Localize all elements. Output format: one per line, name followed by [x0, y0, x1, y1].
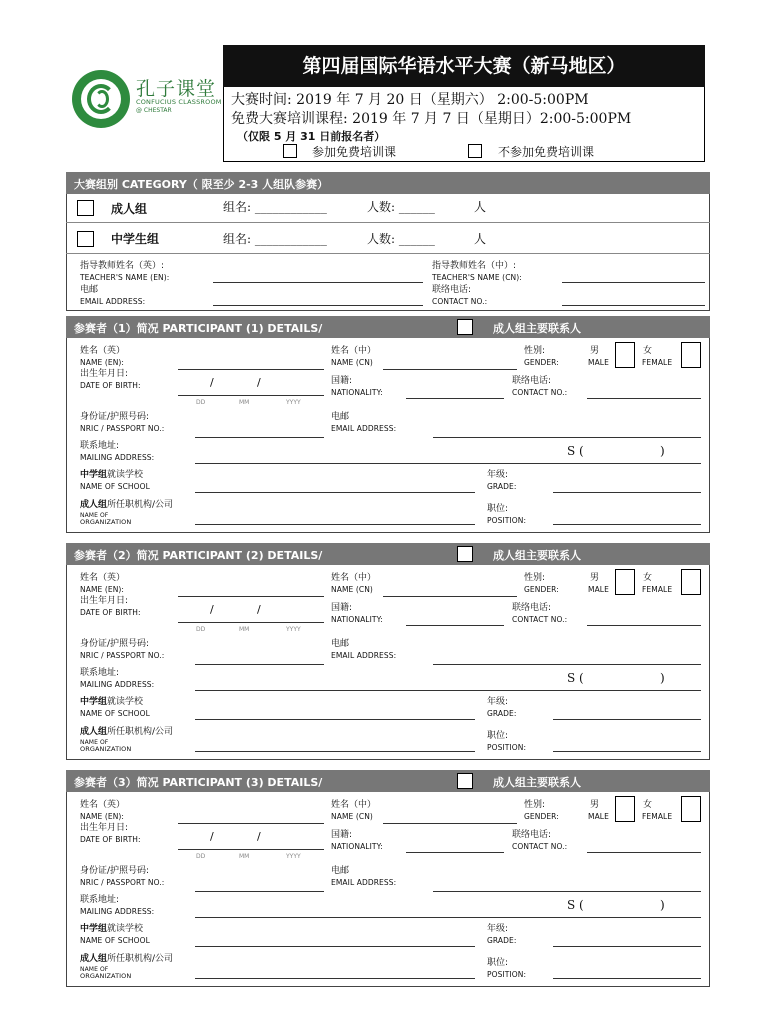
school-field[interactable]	[195, 492, 475, 493]
position-label-en: POSITION:	[487, 516, 527, 525]
school-label	[80, 697, 143, 707]
name-cn-label-en: NAME (CN)	[331, 358, 373, 367]
position-label: 职位:	[487, 958, 509, 968]
dob-slash: /	[257, 830, 261, 843]
name-en-field[interactable]	[178, 369, 324, 370]
grade-label: 年级:	[487, 697, 509, 707]
form-title: 第四届国际华语水平大赛（新马地区）	[223, 45, 705, 87]
nationality-label-en: NATIONALITY:	[331, 615, 383, 624]
member-unit: 人	[474, 232, 487, 246]
grade-label: 年级:	[487, 924, 509, 934]
org-label-bold: 成人组	[80, 727, 108, 737]
grade-label-en: GRADE:	[487, 936, 517, 945]
org-label	[80, 954, 173, 964]
org-label-en1: NAME OF	[80, 966, 109, 973]
main-contact-checkbox[interactable]	[457, 546, 473, 562]
gender-label: 性别:	[524, 800, 546, 810]
divider	[66, 222, 710, 223]
name-en-label: 姓名（英）	[80, 573, 126, 583]
logo-text-cn: 孔子课堂	[136, 78, 217, 100]
teacher-name-en-label: 指导教师姓名（英）:	[80, 261, 165, 271]
school-label-en: NAME OF SCHOOL	[80, 482, 150, 491]
org-label-text: 所任职机构/公司	[107, 727, 174, 737]
male-checkbox[interactable]	[615, 796, 635, 822]
nric-label-en: NRIC / PASSPORT NO.:	[80, 878, 165, 887]
nric-label-en: NRIC / PASSPORT NO.:	[80, 651, 165, 660]
teacher-name-cn-label: 指导教师姓名（中）:	[432, 261, 517, 271]
address-label: 联系地址:	[80, 668, 120, 678]
name-en-label: 姓名（英）	[80, 800, 126, 810]
dob-mm-hint: MM	[239, 399, 250, 406]
position-label: 职位:	[487, 731, 509, 741]
org-label-bold: 成人组	[80, 954, 108, 964]
org-label-text: 所任职机构/公司	[107, 500, 174, 510]
teacher-name-cn-label-en: TEACHER'S NAME (CN):	[432, 273, 522, 282]
school-label-bold: 中学组	[80, 924, 108, 934]
female-checkbox[interactable]	[681, 342, 701, 368]
dob-field[interactable]	[178, 849, 324, 850]
dob-slash: /	[210, 830, 214, 843]
contact-label-en: CONTACT NO.:	[512, 388, 568, 397]
school-label	[80, 924, 143, 934]
school-label-bold: 中学组	[80, 470, 108, 480]
main-contact-label: 成人组主要联系人	[493, 322, 581, 335]
dob-label: 出生年月日:	[80, 596, 129, 606]
contact-label: 联络电话:	[512, 830, 552, 840]
org-label-en1: NAME OF	[80, 512, 109, 519]
male-label-en: MALE	[588, 585, 609, 594]
email-label: 电邮	[331, 639, 350, 649]
name-en-label-en: NAME (EN):	[80, 812, 125, 821]
student-group-checkbox[interactable]	[77, 231, 94, 247]
training-note: （仅限 5 月 31 日前报名者）	[237, 130, 386, 143]
female-label: 女	[643, 573, 653, 583]
org-field[interactable]	[195, 524, 475, 525]
dob-slash: /	[210, 603, 214, 616]
email-label-en: EMAIL ADDRESS:	[331, 651, 397, 660]
postcode-field[interactable]: S ( )	[567, 444, 665, 458]
gender-label-en: GENDER:	[524, 358, 559, 367]
dob-yyyy-hint: YYYY	[286, 399, 301, 406]
dob-mm-hint: MM	[239, 853, 250, 860]
school-label-bold: 中学组	[80, 697, 108, 707]
teacher-contact-field[interactable]	[562, 305, 705, 306]
email-field[interactable]	[433, 437, 701, 438]
female-label-en: FEMALE	[642, 812, 673, 821]
dob-label-en: DATE OF BIRTH:	[80, 608, 141, 617]
org-label-en2: ORGANIZATION	[80, 972, 132, 980]
email-label: 电邮	[331, 866, 350, 876]
org-field[interactable]	[195, 978, 475, 979]
join-training-checkbox[interactable]	[283, 144, 297, 158]
position-field[interactable]	[553, 524, 701, 525]
contact-label-en: CONTACT NO.:	[512, 615, 568, 624]
name-cn-field[interactable]	[383, 823, 517, 824]
nationality-label-en: NATIONALITY:	[331, 388, 383, 397]
org-label-en1: NAME OF	[80, 739, 109, 746]
school-label-text: 就读学校	[107, 697, 144, 707]
dob-mm-hint: MM	[239, 626, 250, 633]
member-count-field[interactable]: 人数: ______	[367, 200, 435, 214]
group-name-field[interactable]: 组名: ____________	[223, 200, 327, 214]
main-contact-checkbox[interactable]	[457, 319, 473, 335]
teacher-email-label-en: EMAIL ADDRESS:	[80, 297, 146, 306]
position-label-en: POSITION:	[487, 743, 527, 752]
grade-field[interactable]	[553, 492, 701, 493]
address-field[interactable]	[195, 690, 701, 691]
female-label-en: FEMALE	[642, 585, 673, 594]
nric-label: 身份证/护照号码:	[80, 412, 150, 422]
position-field[interactable]	[553, 978, 701, 979]
logo-text-sub: @ CHESTAR	[136, 107, 172, 114]
contact-field[interactable]	[587, 852, 701, 853]
participant-bar-label: 参赛者（2）简况 PARTICIPANT (2) DETAILS/	[74, 549, 323, 562]
name-en-field[interactable]	[178, 596, 324, 597]
school-field[interactable]	[195, 719, 475, 720]
school-field[interactable]	[195, 946, 475, 947]
grade-field[interactable]	[553, 719, 701, 720]
name-en-label-en: NAME (EN):	[80, 358, 125, 367]
nric-label-en: NRIC / PASSPORT NO.:	[80, 424, 165, 433]
email-label-en: EMAIL ADDRESS:	[331, 424, 397, 433]
divider	[66, 253, 710, 254]
name-en-label-en: NAME (EN):	[80, 585, 125, 594]
category-bar	[66, 172, 710, 194]
dob-field[interactable]	[178, 395, 324, 396]
nric-field[interactable]	[195, 891, 324, 892]
address-label-en: MAILING ADDRESS:	[80, 680, 155, 689]
postcode-field[interactable]: S ( )	[567, 671, 665, 685]
dob-label: 出生年月日:	[80, 823, 129, 833]
contact-label-en: CONTACT NO.:	[512, 842, 568, 851]
gender-label: 性别:	[524, 573, 546, 583]
nric-field[interactable]	[195, 664, 324, 665]
org-label-bold: 成人组	[80, 500, 108, 510]
teacher-name-en-field[interactable]	[213, 282, 423, 283]
school-label-text: 就读学校	[107, 924, 144, 934]
name-en-field[interactable]	[178, 823, 324, 824]
dob-label-en: DATE OF BIRTH:	[80, 381, 141, 390]
main-contact-label: 成人组主要联系人	[493, 549, 581, 562]
category-bar-label: 大赛组别 CATEGORY（ 限至少 2-3 人组队参赛）	[74, 178, 329, 191]
logo-text-en: CONFUCIUS CLASSROOM	[136, 98, 222, 106]
contact-field[interactable]	[587, 398, 701, 399]
female-label: 女	[643, 346, 653, 356]
position-field[interactable]	[553, 751, 701, 752]
female-checkbox[interactable]	[681, 796, 701, 822]
dob-field[interactable]	[178, 622, 324, 623]
name-cn-label: 姓名（中）	[331, 800, 377, 810]
main-contact-label: 成人组主要联系人	[493, 776, 581, 789]
name-en-label: 姓名（英）	[80, 346, 126, 356]
contact-label: 联络电话:	[512, 603, 552, 613]
nationality-field[interactable]	[406, 398, 504, 399]
teacher-contact-label-en: CONTACT NO.:	[432, 297, 488, 306]
group-name-field[interactable]: 组名: ____________	[223, 232, 327, 246]
male-label: 男	[590, 800, 600, 810]
skip-training-checkbox[interactable]	[468, 144, 482, 158]
email-label: 电邮	[331, 412, 350, 422]
participant-bar	[66, 770, 710, 792]
grade-label-en: GRADE:	[487, 482, 517, 491]
nric-label: 身份证/护照号码:	[80, 866, 150, 876]
competition-date: 大赛时间: 2019 年 7 月 20 日（星期六） 2:00-5:00PM	[231, 92, 589, 108]
member-count-field[interactable]: 人数: ______	[367, 232, 435, 246]
address-label-en: MAILING ADDRESS:	[80, 453, 155, 462]
skip-training-label: 不参加免费培训课	[498, 145, 595, 159]
dob-slash: /	[210, 376, 214, 389]
teacher-name-en-label-en: TEACHER'S NAME (EN):	[80, 273, 170, 282]
school-label	[80, 470, 143, 480]
address-label-en: MAILING ADDRESS:	[80, 907, 155, 916]
name-cn-label: 姓名（中）	[331, 346, 377, 356]
position-label-en: POSITION:	[487, 970, 527, 979]
grade-label: 年级:	[487, 470, 509, 480]
male-label: 男	[590, 346, 600, 356]
school-label-en: NAME OF SCHOOL	[80, 709, 150, 718]
name-cn-label: 姓名（中）	[331, 573, 377, 583]
gender-label-en: GENDER:	[524, 585, 559, 594]
male-label-en: MALE	[588, 358, 609, 367]
teacher-name-cn-field[interactable]	[562, 282, 705, 283]
position-label: 职位:	[487, 504, 509, 514]
logo-icon	[72, 70, 130, 128]
male-label-en: MALE	[588, 812, 609, 821]
female-checkbox[interactable]	[681, 569, 701, 595]
participant-bar-label: 参赛者（3）简况 PARTICIPANT (3) DETAILS/	[74, 776, 323, 789]
nationality-label: 国籍:	[331, 603, 353, 613]
male-checkbox[interactable]	[615, 569, 635, 595]
name-cn-field[interactable]	[383, 369, 517, 370]
dob-label: 出生年月日:	[80, 369, 129, 379]
grade-field[interactable]	[553, 946, 701, 947]
nationality-label: 国籍:	[331, 830, 353, 840]
org-label	[80, 500, 173, 510]
dob-label-en: DATE OF BIRTH:	[80, 835, 141, 844]
gender-label-en: GENDER:	[524, 812, 559, 821]
email-field[interactable]	[433, 664, 701, 665]
female-label-en: FEMALE	[642, 358, 673, 367]
name-cn-label-en: NAME (CN)	[331, 585, 373, 594]
org-field[interactable]	[195, 751, 475, 752]
address-field[interactable]	[195, 917, 701, 918]
nationality-label-en: NATIONALITY:	[331, 842, 383, 851]
gender-label: 性别:	[524, 346, 546, 356]
email-label-en: EMAIL ADDRESS:	[331, 878, 397, 887]
dob-dd-hint: DD	[196, 626, 206, 633]
address-label: 联系地址:	[80, 895, 120, 905]
participant-bar	[66, 543, 710, 565]
male-label: 男	[590, 573, 600, 583]
member-unit: 人	[474, 200, 487, 214]
email-field[interactable]	[433, 891, 701, 892]
participant-bar-label: 参赛者（1）简况 PARTICIPANT (1) DETAILS/	[74, 322, 323, 335]
nric-field[interactable]	[195, 437, 324, 438]
dob-yyyy-hint: YYYY	[286, 853, 301, 860]
student-group-label: 中学生组	[111, 232, 160, 246]
org-label-en2: ORGANIZATION	[80, 518, 132, 526]
name-cn-field[interactable]	[383, 596, 517, 597]
org-label	[80, 727, 173, 737]
name-cn-label-en: NAME (CN)	[331, 812, 373, 821]
dob-yyyy-hint: YYYY	[286, 626, 301, 633]
grade-label-en: GRADE:	[487, 709, 517, 718]
nric-label: 身份证/护照号码:	[80, 639, 150, 649]
dob-dd-hint: DD	[196, 399, 206, 406]
join-training-label: 参加免费培训课	[312, 145, 397, 159]
dob-slash: /	[257, 376, 261, 389]
org-label-text: 所任职机构/公司	[107, 954, 174, 964]
adult-group-checkbox[interactable]	[77, 200, 94, 216]
nationality-field[interactable]	[406, 625, 504, 626]
participant-bar	[66, 316, 710, 338]
male-checkbox[interactable]	[615, 342, 635, 368]
org-label-en2: ORGANIZATION	[80, 745, 132, 753]
nationality-label: 国籍:	[331, 376, 353, 386]
address-field[interactable]	[195, 463, 701, 464]
main-contact-checkbox[interactable]	[457, 773, 473, 789]
postcode-field[interactable]: S ( )	[567, 898, 665, 912]
school-label-en: NAME OF SCHOOL	[80, 936, 150, 945]
teacher-contact-label: 联络电话:	[432, 285, 472, 295]
contact-label: 联络电话:	[512, 376, 552, 386]
teacher-email-field[interactable]	[213, 305, 423, 306]
teacher-email-label: 电邮	[80, 285, 99, 295]
dob-dd-hint: DD	[196, 853, 206, 860]
dob-slash: /	[257, 603, 261, 616]
school-label-text: 就读学校	[107, 470, 144, 480]
training-date: 免费大赛培训课程: 2019 年 7 月 7 日（星期日）2:00-5:00PM	[231, 111, 632, 127]
contact-field[interactable]	[587, 625, 701, 626]
nationality-field[interactable]	[406, 852, 504, 853]
female-label: 女	[643, 800, 653, 810]
address-label: 联系地址:	[80, 441, 120, 451]
adult-group-label: 成人组	[111, 202, 148, 216]
